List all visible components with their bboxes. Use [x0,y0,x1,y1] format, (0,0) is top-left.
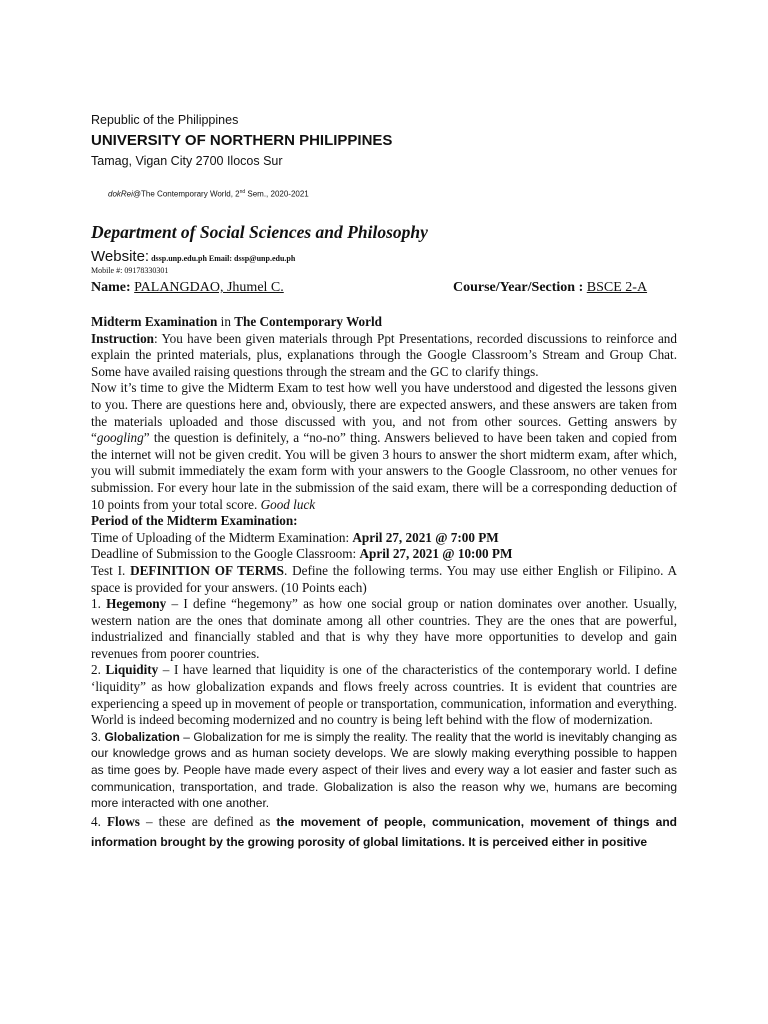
department-title: Department of Social Sciences and Philosophy [91,222,428,242]
answer-globalization: 3. Globalization – Globalization for me is simply the reality. The reality that the world is inevitably changing as our knowledge grows and as human society develops. We are slowly making everything possible to happen as time goes by. People have made every aspect of their lives and every way a lot easier and faster such as communication, transportation, and trade. Globalization is also the reason why we, humans are becoming more interacted with one another. [91,729,678,811]
website-line [91,248,295,266]
answer-liquidity: 2. Liquidity – I have learned that liquidity is one of the characteristics of the contemporary world. I define ‘liquidity” as how globalization expands and flows freely across countries. It is evident that countries are experiencing a speed up in movement of people or transportation, communication, information and everything. World is indeed becoming modernized and no country is being left behind with the flow of modernization. [91,662,678,728]
good-luck: Good luck [260,496,316,512]
instruction-label: Instruction [91,330,155,346]
period-title: Period of the Midterm Examination: [91,513,298,529]
university-address: Tamag, Vigan City 2700 Ilocos Sur [91,154,283,168]
instruction-paragraph: Instruction: You have been given materials through Ppt Presentations, recorded discussions to reinforce and explain the printed materials, plus, explanations through the Google Classroom’s Stream and Group Chat. Some have availed raising questions through the stream and the GC to clarify things. [91,330,677,379]
mobile-number: Mobile #: 09178330301 [91,266,169,275]
exam-body [91,314,677,852]
website-contact: dssp.unp.edu.ph Email: dssp@unp.edu.ph [149,254,296,263]
author-tag: dokRei [108,189,133,199]
answer-flows: 4. Flows – these are defined as the movement of people, communication, movement of things and information brought by the growing porosity of global limitations. It is perceived either in positive [91,813,678,849]
university-name: UNIVERSITY OF NORTHERN PHILIPPINES [91,132,393,149]
student-name: PALANGDAO, Jhumel C. [134,280,284,295]
test-instructions: Test I. DEFINITION OF TERMS. Define the following terms. You may use either English or Filipino. A space is provided for your answers. (10 Points each) [91,562,677,595]
course-value: BSCE 2-A [586,280,648,295]
course-section [453,280,647,296]
course-label: Course/Year/Section : [453,280,584,295]
name-row [91,280,681,296]
republic-line: Republic of the Philippines [91,113,239,127]
exam-title: Midterm Examination in The Contemporary World [91,314,382,329]
deadline: Deadline of Submission to the Google Classroom: April 27, 2021 @ 10:00 PM [91,546,513,562]
name-label: Name: [91,280,131,295]
upload-time: Time of Uploading of the Midterm Examination: April 27, 2021 @ 7:00 PM [91,529,499,545]
course-line: dokRei@The Contemporary World, 2nd Sem., 2020-2021 [108,189,309,199]
exam-rules-paragraph: Now it’s time to give the Midterm Exam to test how well you have understood and digested the lessons given to you. There are questions here and, obviously, there are expected answers, and these answers are taken from the materials uploaded and those discussed with you, and not from other sources. Getting answers by “googling” the question is definitely, a “no-no” thing. Answers believed to have been taken and copied from the internet will not be given credit. You will be given 3 hours to answer the short midterm exam, after which, you will submit immediately the exam form with your answers to the Google Classroom, no other venues for submission. For every hour late in the submission of the said exam, there will be a corresponding deduction of 10 points from your total score. Good luck [91,380,677,512]
website-label: Website: [91,248,150,265]
answer-hegemony: 1. Hegemony – I define “hegemony” as how one social group or nation dominates over another. Usually, western nation are the ones that dominate among all other countries. They are the ones that are powerful, industrialized and financially stabled and that is why they have more opportunities to develop and gain revenues from poorer countries. [91,596,678,661]
